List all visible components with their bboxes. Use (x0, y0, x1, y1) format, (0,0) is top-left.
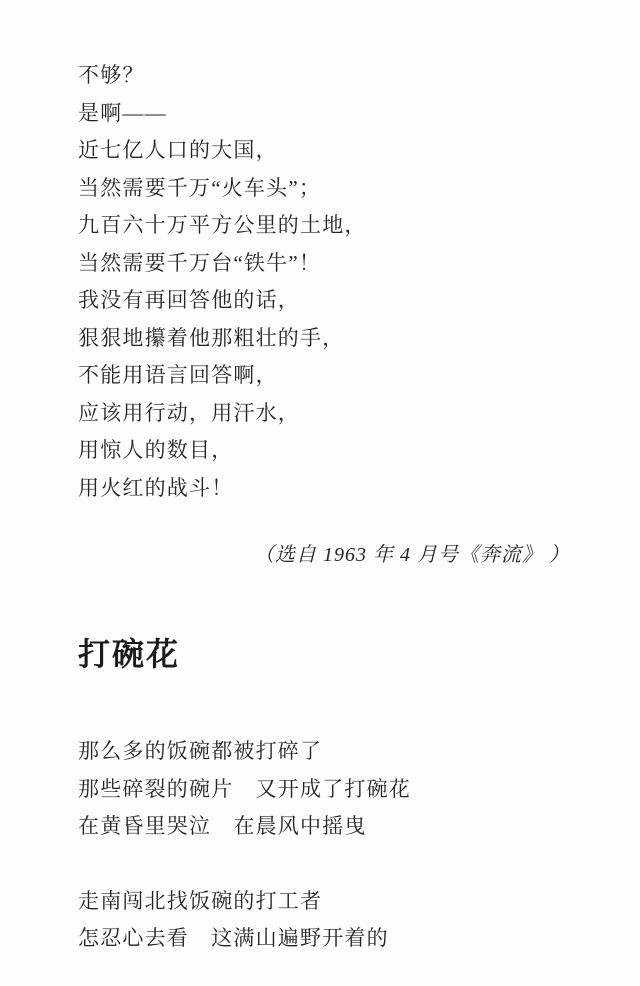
stanza-line: 那么多的饭碗都被打碎了 (78, 739, 323, 763)
poem-line: 九百六十万平方公里的土地， (78, 213, 367, 237)
stanza-line: 走南闯北找饭碗的打工者 (78, 888, 323, 913)
poem-ending-stanza (78, 57, 570, 507)
poem-line: 不够？ (78, 63, 145, 87)
poem-line: 我没有再回答他的话， (78, 288, 300, 312)
poem-line: 狠狠地攥着他那粗壮的手， (78, 325, 345, 350)
poem-title: 打碗花 (78, 636, 181, 672)
poem-line: 用火红的战斗！ (78, 475, 234, 500)
poem-stanza-1 (78, 733, 570, 846)
poem-line: 当然需要千万台“铁牛”！ (78, 250, 322, 275)
source-attribution: （选自 1963 年 4 月号《奔流》 ） (254, 544, 570, 566)
poem-line: 不能用语言回答啊， (78, 363, 278, 387)
stanza-line: 怎忍心去看 这满山遍野开着的 (78, 926, 389, 950)
stanza-line: 那些碎裂的碗片 又开成了打碗花 (78, 776, 411, 801)
poem-line: 当然需要千万“火车头”； (78, 175, 322, 200)
poem-line: 应该用行动，用汗水， (78, 400, 300, 425)
poem-line: 是啊—— (78, 100, 167, 125)
poem-stanza-2 (78, 883, 570, 958)
poem-line: 用惊人的数目， (78, 438, 234, 462)
poem-line: 近七亿人口的大国， (78, 138, 278, 162)
stanza-line: 在黄昏里哭泣 在晨风中摇曳 (78, 814, 367, 838)
